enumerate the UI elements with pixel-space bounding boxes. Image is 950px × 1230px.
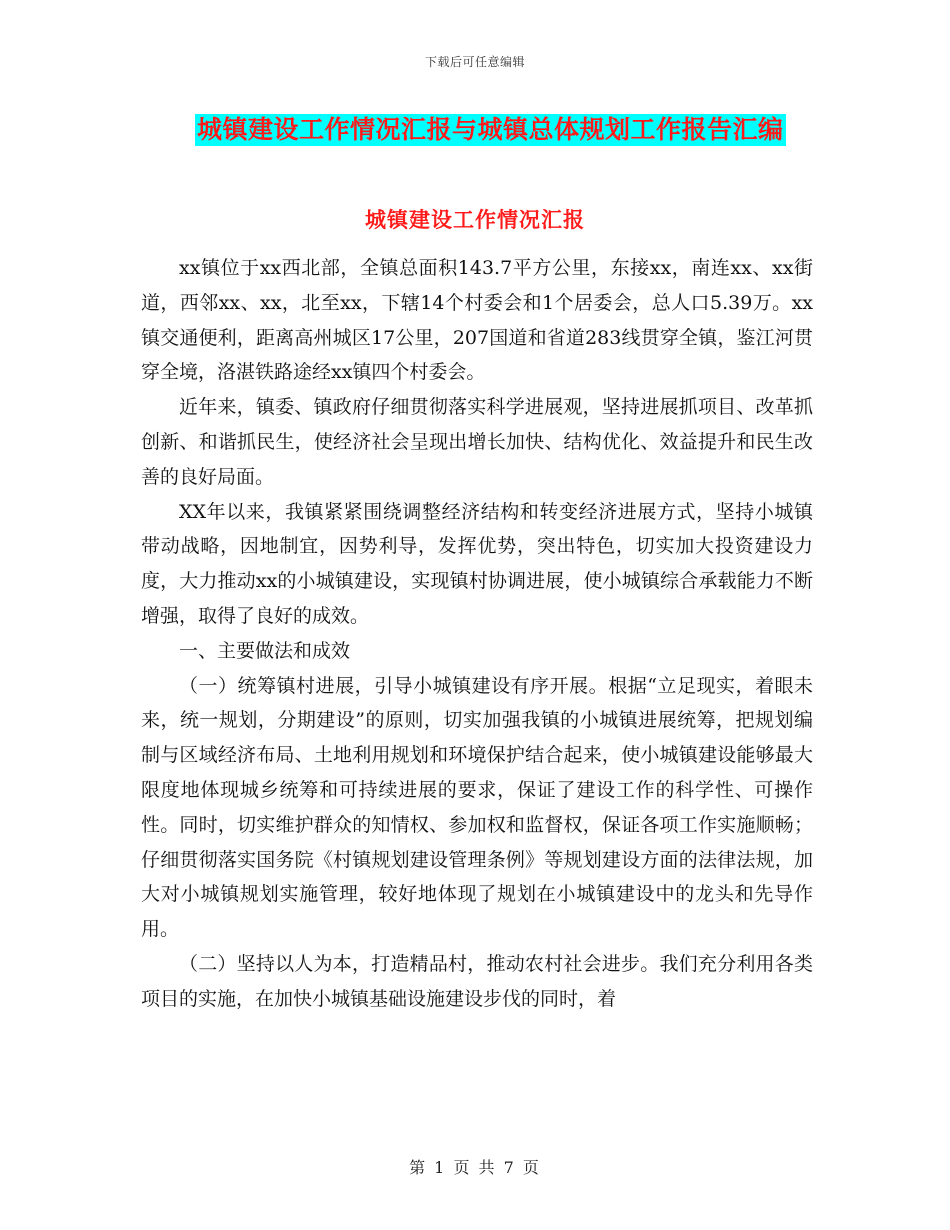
paragraph: （一）统筹镇村进展，引导小城镇建设有序开展。根据“立足现实，着眼未来，统一规划，分期建设”的原则，切实加强我镇的小城镇进展统筹，把规划编制与区域经济布局、土地利用规划和环境保护结合起来，使小城镇建设能够最大限度地体现城乡统筹和可持续进展的要求，保证了建设工作的科学性、可操作性。同时，切实维护群众的知情权、参加权和监督权，保证各项工作实施顺畅；仔细贯彻落实国务院《村镇规划建设管理条例》等规划建设方面的法律法规，加大对小城镇规划实施管理，较好地体现了规划在小城镇建设中的龙头和先导作用。	[141, 674, 813, 941]
header-note: 下载后可任意编辑	[424, 55, 525, 69]
paragraph: 近年来，镇委、镇政府仔细贯彻落实科学进展观，坚持进展抓项目、改革抓创新、和谐抓民生，使经济社会呈现出增长加快、结构优化、效益提升和民生改善的良好局面。	[141, 396, 813, 488]
paragraph: （二）坚持以人为本，打造精品村，推动农村社会进步。我们充分利用各类项目的实施，在加快小城镇基础设施建设步伐的同时，着	[141, 952, 813, 1010]
main-title-wrap	[195, 114, 786, 146]
main-title: 城镇建设工作情况汇报与城镇总体规划工作报告汇编	[197, 115, 784, 144]
document-body	[141, 251, 813, 1017]
page-number: 第 1 页 共 7 页	[409, 1158, 541, 1177]
section-title: 城镇建设工作情况汇报	[365, 207, 585, 232]
section-heading: 一、主要做法和成效	[179, 639, 351, 662]
paragraph: xx镇位于xx西北部，全镇总面积143.7平方公里，东接xx，南连xx、xx街道，西邻xx、xx，北至xx，下辖14个村委会和1个居委会，总人口5.39万。xx镇交通便利，距离高州城区17公里，207国道和省道283线贯穿全镇，鉴江河贯穿全境，洛湛铁路途经xx镇四个村委会。	[141, 257, 813, 384]
paragraph: XX年以来，我镇紧紧围绕调整经济结构和转变经济进展方式，坚持小城镇带动战略，因地制宜，因势利导，发挥优势，突出特色，切实加大投资建设力度，大力推动xx的小城镇建设，实现镇村协调进展，使小城镇综合承载能力不断增强，取得了良好的成效。	[141, 500, 813, 627]
